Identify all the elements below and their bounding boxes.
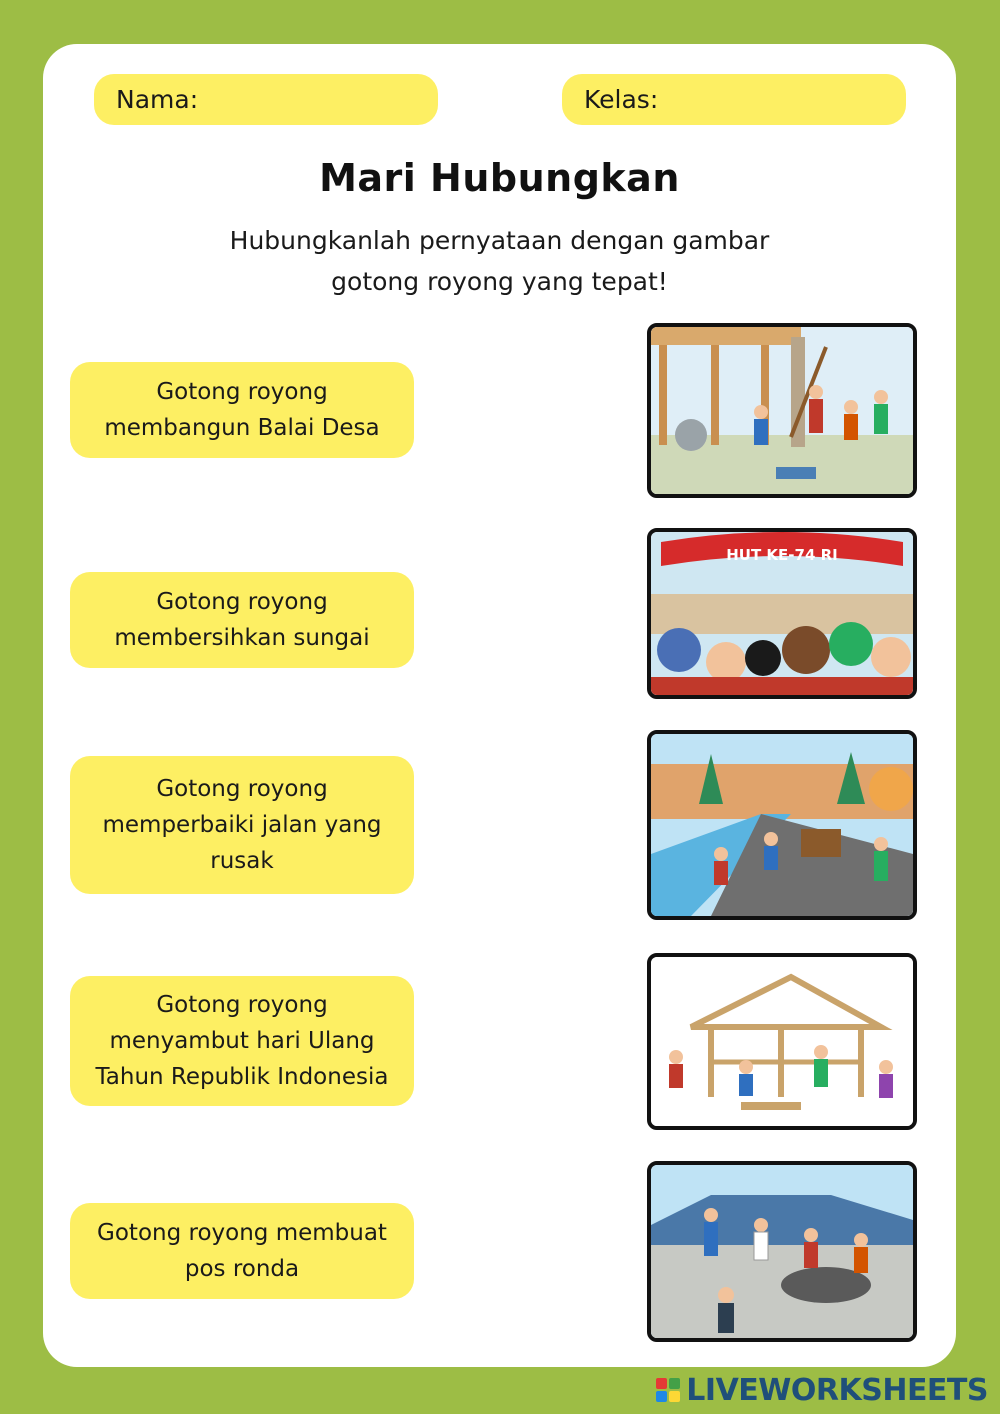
banner-text: HUT KE-74 RI (726, 546, 838, 564)
building-post-illustration (651, 957, 913, 1126)
statement-line: menyambut hari Ulang (109, 1028, 375, 1054)
page-title: Mari Hubungkan (319, 156, 680, 200)
statement-line: pos ronda (184, 1256, 300, 1282)
statement-card-4[interactable] (70, 976, 414, 1106)
picture-independence-day[interactable] (647, 528, 917, 699)
picture-building-hall[interactable] (647, 323, 917, 498)
statement-line: membangun Balai Desa (104, 415, 380, 441)
logo-square (656, 1391, 667, 1402)
statement-line: Gotong royong membuat (97, 1220, 387, 1246)
statement-card-5[interactable] (70, 1203, 414, 1299)
worksheet-page (43, 44, 956, 1367)
statement-card-3[interactable] (70, 756, 414, 894)
name-label: Nama: (116, 85, 199, 114)
logo-square (669, 1391, 680, 1402)
logo-square (669, 1378, 680, 1389)
statement-card-2[interactable] (70, 572, 414, 668)
picture-river-cleaning[interactable] (647, 730, 917, 920)
logo-square (656, 1378, 667, 1389)
class-field[interactable] (562, 74, 906, 125)
statement-line: Gotong royong (156, 589, 328, 615)
statement-card-1[interactable] (70, 362, 414, 458)
statement-line: rusak (210, 848, 274, 874)
road-repair-illustration (651, 1165, 913, 1338)
independence-day-illustration (651, 532, 913, 695)
statement-line: membersihkan sungai (114, 625, 370, 651)
picture-building-post[interactable] (647, 953, 917, 1130)
building-hall-illustration (651, 327, 913, 494)
liveworksheets-logo (656, 1370, 988, 1410)
river-cleaning-illustration (651, 734, 913, 916)
picture-road-repair[interactable] (647, 1161, 917, 1342)
instruction-line: Hubungkanlah pernyataan dengan gambar (229, 226, 770, 255)
instruction (43, 220, 956, 302)
statement-line: Gotong royong (156, 776, 328, 802)
watermark-text: LIVEWORKSHEETS (686, 1372, 988, 1408)
liveworksheets-mark-icon (656, 1378, 680, 1402)
name-field[interactable] (94, 74, 438, 125)
class-label: Kelas: (584, 85, 659, 114)
instruction-line: gotong royong yang tepat! (331, 267, 668, 296)
statement-line: Gotong royong (156, 379, 328, 405)
statement-line: memperbaiki jalan yang (102, 812, 382, 838)
statement-line: Gotong royong (156, 992, 328, 1018)
statement-line: Tahun Republik Indonesia (95, 1064, 389, 1090)
